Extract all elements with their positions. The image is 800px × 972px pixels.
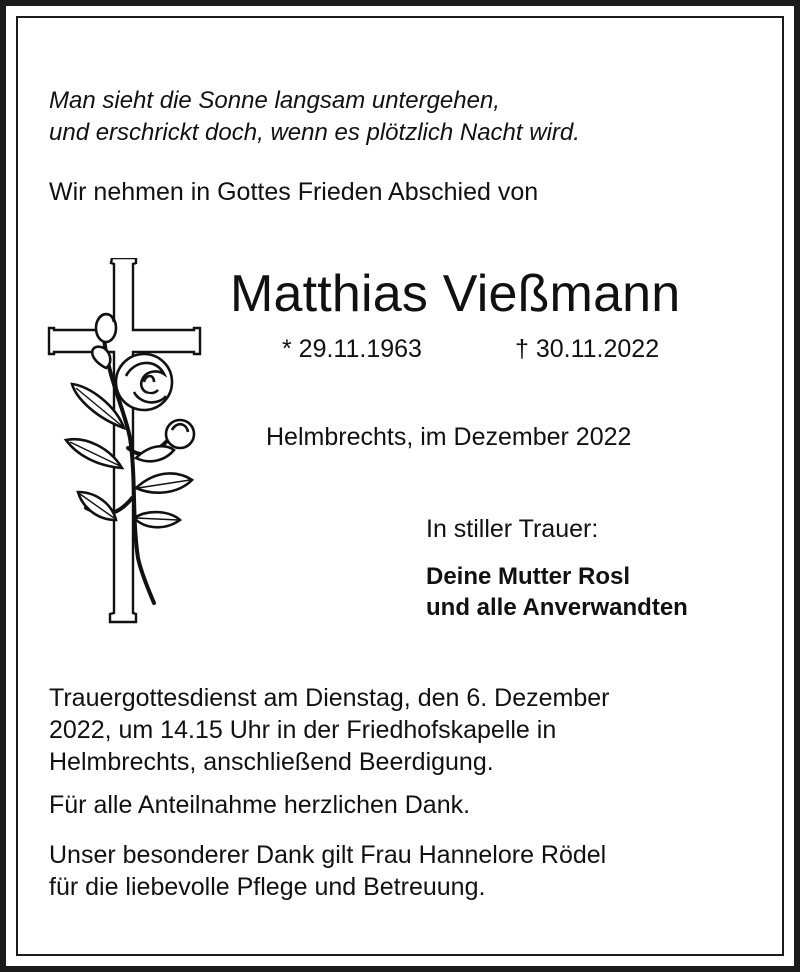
thanks-text: Für alle Anteilnahme herzlichen Dank. <box>49 791 471 819</box>
mourner-relatives: und alle Anverwandten <box>426 594 688 621</box>
mourner-mother: Deine Mutter Rosl <box>426 563 631 590</box>
birth-date: * 29.11.1963 <box>282 335 422 363</box>
quote-line-2: und erschrickt doch, wenn es plötzlich Nacht wird. <box>49 119 580 146</box>
service-line-2: 2022, um 14.15 Uhr in der Friedhofskapelle in <box>49 716 557 744</box>
intro-text: Wir nehmen in Gottes Frieden Abschied von <box>49 178 539 206</box>
deceased-name: Matthias Vießmann <box>230 265 681 323</box>
service-line-1: Trauergottesdienst am Dienstag, den 6. Dezember <box>49 684 610 712</box>
death-date: † 30.11.2022 <box>515 335 660 363</box>
service-line-3: Helmbrechts, anschließend Beerdigung. <box>49 748 494 776</box>
cross-with-roses-icon <box>46 258 206 633</box>
mourners-heading: In stiller Trauer: <box>426 515 599 543</box>
special-thanks-line-1: Unser besonderer Dank gilt Frau Hannelore Rödel <box>49 841 607 869</box>
special-thanks-line-2: für die liebevolle Pflege und Betreuung. <box>49 873 486 901</box>
quote-line-1: Man sieht die Sonne langsam untergehen, <box>49 87 500 114</box>
place-and-date: Helmbrechts, im Dezember 2022 <box>266 423 632 451</box>
